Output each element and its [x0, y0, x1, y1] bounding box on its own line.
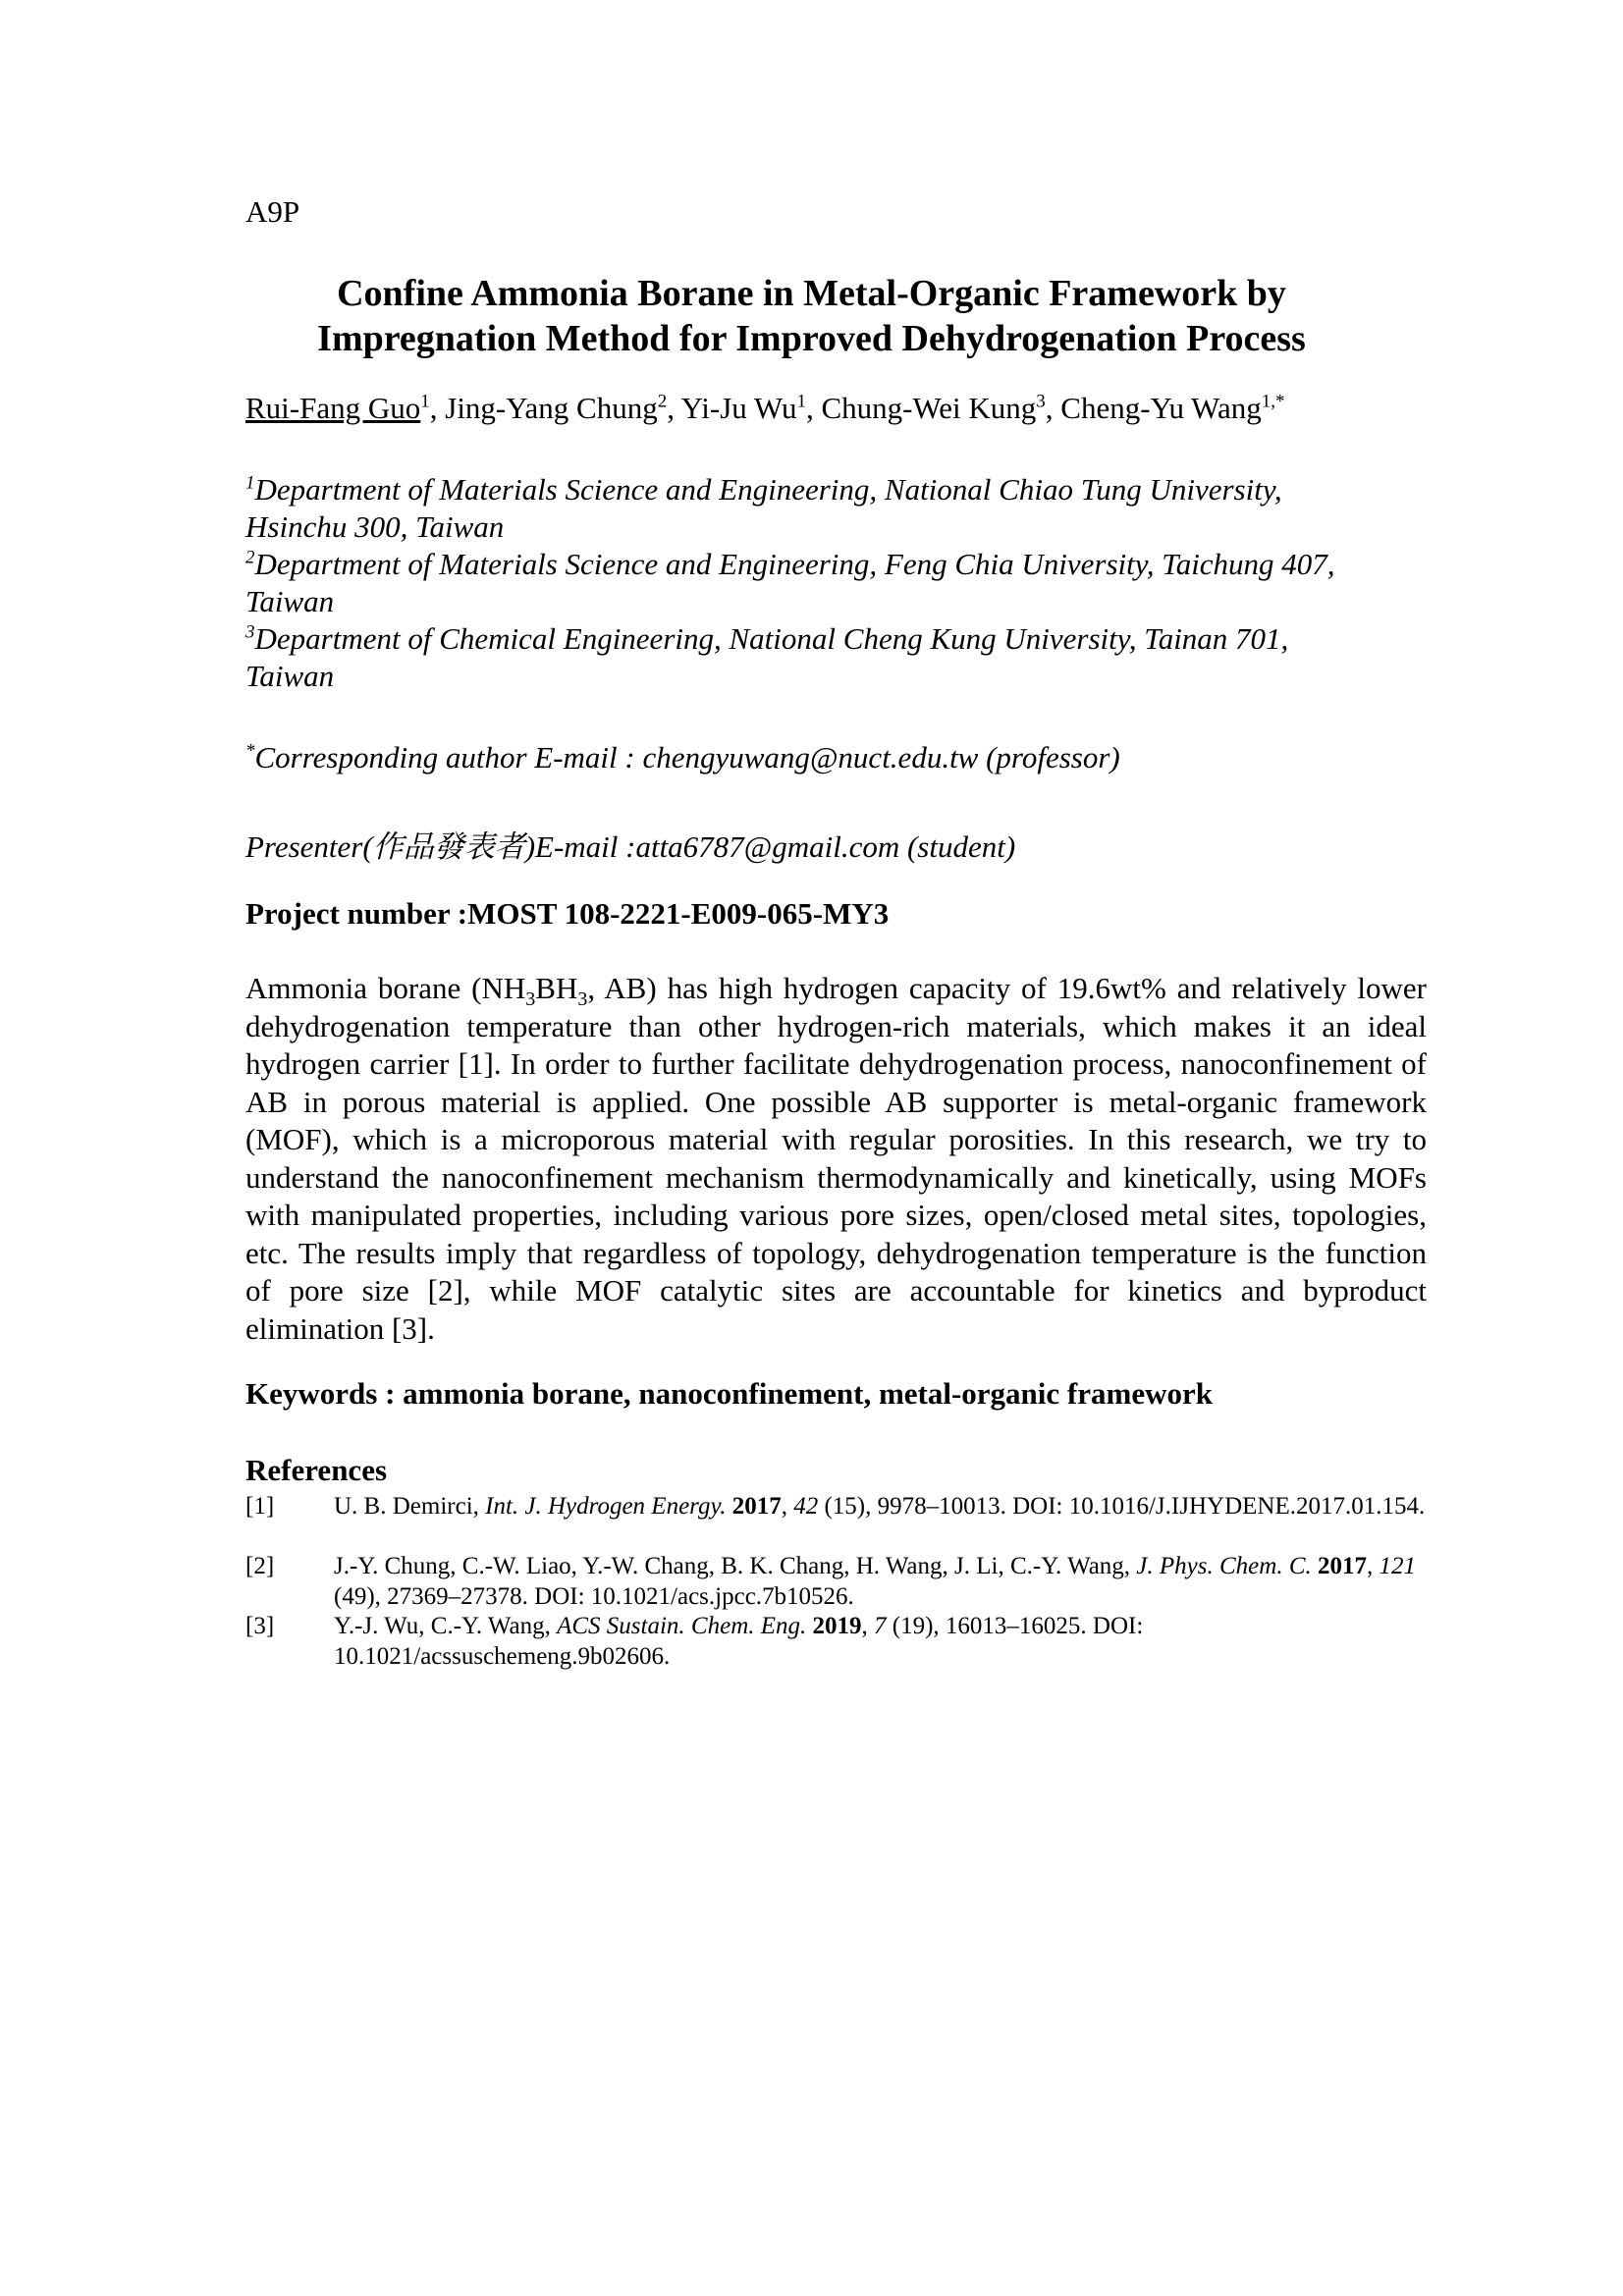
affiliation-mark: 2: [245, 547, 255, 568]
reference-year: 2019: [812, 1613, 862, 1639]
affiliation-text: Department of Materials Science and Engineering, National Chiao Tung University,: [254, 472, 1282, 507]
title-line-1: Confine Ammonia Borane in Metal-Organic Framework by: [337, 273, 1286, 314]
reference-number: [3]: [245, 1613, 275, 1639]
reference-year: 2017: [1318, 1553, 1367, 1579]
subscript: 3: [525, 988, 536, 1011]
reference-authors: U. B. Demirci,: [334, 1493, 486, 1520]
affiliation-mark: 1: [245, 472, 255, 494]
author-list: [245, 391, 1284, 426]
affiliation-text: Taiwan: [245, 584, 335, 618]
references-heading: References: [245, 1453, 388, 1487]
reference-item: [3] Y.-J. Wu, C.-Y. Wang, ACS Sustain. Chem. Eng. 2019, 7 (19), 16013–16025. DOI: 10.1021/acssuschemeng.9b02606.: [245, 1613, 1144, 1670]
author-separator: ,: [805, 391, 822, 425]
affiliation-text: Department of Materials Science and Engineering, Feng Chia University, Taichung 407,: [254, 547, 1335, 581]
reference-year: 2017: [731, 1493, 782, 1520]
reference-rest: (49), 27369–27378. DOI: 10.1021/acs.jpcc.7b10526.: [334, 1583, 854, 1610]
author-name: Rui-Fang Guo: [245, 391, 421, 425]
author-affiliation-mark: 1,*: [1261, 391, 1285, 412]
author-affiliation-mark: 1: [420, 391, 430, 412]
author-separator: ,: [429, 391, 446, 425]
corresponding-mark: *: [245, 740, 255, 762]
reference-journal: J. Phys. Chem. C.: [1136, 1553, 1312, 1579]
author-affiliation-mark: 1: [796, 391, 806, 412]
author-name: Chung-Wei Kung: [821, 391, 1037, 425]
abstract-text: BH: [535, 971, 578, 1005]
reference-volume: 42: [793, 1493, 819, 1520]
affiliation-2: [245, 546, 1434, 620]
reference-number: [2]: [245, 1553, 275, 1579]
affiliation-text: Department of Chemical Engineering, National Cheng Kung University, Tainan 701,: [254, 621, 1289, 656]
reference-volume: 121: [1379, 1553, 1416, 1579]
abstract-text: Ammonia borane (NH: [245, 971, 526, 1005]
author-name: Jing-Yang Chung: [445, 391, 658, 425]
reference-journal: Int. J. Hydrogen Energy.: [485, 1493, 727, 1520]
corresponding-author: [245, 740, 1120, 775]
affiliation-text: Hsinchu 300, Taiwan: [245, 509, 505, 544]
reference-rest: (15), 9978–10013. DOI: 10.1016/J.IJHYDENE.2017.01.154.: [818, 1493, 1426, 1520]
reference-authors: Y.-J. Wu, C.-Y. Wang,: [334, 1613, 558, 1639]
reference-item: [1] U. B. Demirci, Int. J. Hydrogen Energy. 2017, 42 (15), 9978–10013. DOI: 10.1016/J.IJHYDENE.2017.01.154.: [245, 1493, 1426, 1520]
title-line-2: Impregnation Method for Improved Dehydrogenation Process: [317, 318, 1306, 359]
reference-volume: 7: [874, 1613, 887, 1639]
project-number: Project number :MOST 108-2221-E009-065-MY3: [245, 896, 890, 931]
affiliation-mark: 3: [245, 621, 255, 643]
author-name: Yi-Ju Wu: [680, 391, 797, 425]
reference-item: [2] J.-Y. Chung, C.-W. Liao, Y.-W. Chang, B. K. Chang, H. Wang, J. Li, C.-Y. Wang, J. Phys. Chem. C. 2017, 121 (49), 27369–27378. DOI: 10.1021/acs.jpcc.7b10526.: [245, 1553, 1416, 1610]
presenter-email: Presenter(作品發表者)E-mail :atta6787@gmail.com (student): [245, 829, 1016, 864]
author-affiliation-mark: 2: [657, 391, 668, 412]
abstract-text: , AB) has high hydrogen capacity of 19.6wt% and relatively lower dehydrogenation temperature than other hydrogen-rich materials, which makes it an ideal hydrogen carrier [1]. In order to further facilitate dehydrogenation process, nanoconfinement of AB in porous material is applied. One possible AB supporter is metal-organic framework (MOF), which is a microporous material with regular porosities. In this research, we try to understand the nanoconfinement mechanism thermodynamically and kinetically, using MOFs with manipulated properties, including various pore sizes, open/closed metal sites, topologies, etc. The results imply that regardless of topology, dehydrogenation temperature is the function of pore size [2], while MOF catalytic sites are accountable for kinetics and byproduct elimination [3].: [245, 971, 1427, 1346]
author-separator: ,: [1045, 391, 1061, 425]
author-affiliation-mark: 3: [1036, 391, 1046, 412]
abstract-body: [245, 970, 1427, 1348]
affiliation-1: [245, 471, 1434, 546]
reference-number: [1]: [245, 1493, 275, 1520]
reference-rest: (19), 16013–16025. DOI: 10.1021/acssuschemeng.9b02606.: [334, 1613, 1144, 1670]
author-separator: ,: [667, 391, 681, 425]
author-name: Cheng-Yu Wang: [1060, 391, 1262, 425]
keywords: Keywords : ammonia borane, nanoconfinement, metal-organic framework: [245, 1376, 1213, 1411]
affiliation-text: Taiwan: [245, 659, 335, 693]
subscript: 3: [577, 988, 588, 1011]
corresponding-email-text: Corresponding author E-mail : chengyuwang@nuct.edu.tw (professor): [254, 740, 1120, 774]
reference-journal: ACS Sustain. Chem. Eng.: [557, 1613, 807, 1639]
paper-title: [196, 271, 1427, 361]
affiliation-3: [245, 620, 1434, 695]
reference-authors: J.-Y. Chung, C.-W. Liao, Y.-W. Chang, B. K. Chang, H. Wang, J. Li, C.-Y. Wang,: [334, 1553, 1137, 1579]
abstract-code: A9P: [245, 194, 300, 229]
